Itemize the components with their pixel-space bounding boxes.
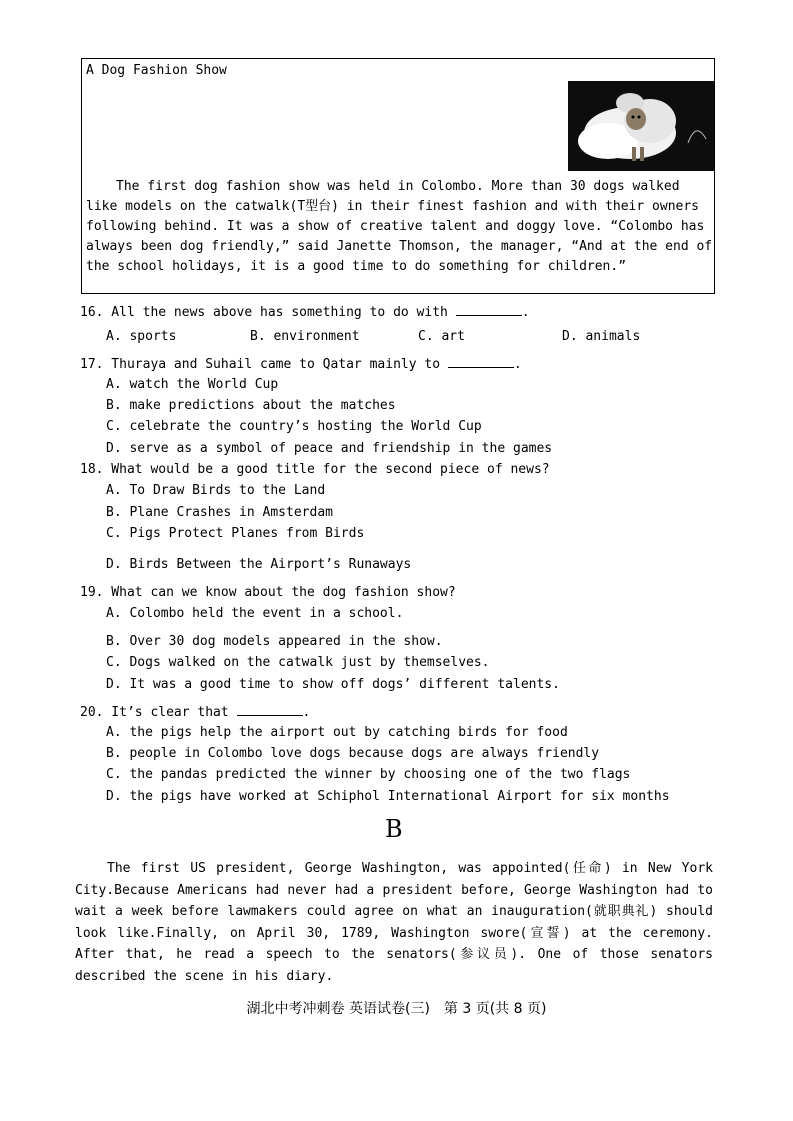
passage-paragraph: The first US president, George Washington, was appointed(任命) in New York City.Because Americans had never had a president before, George Washington had to wait a week before lawmakers could agree on what an inauguration(就职典礼) should look like.Finally, on April 30, 1789, Washington swore(宣誓) at the ceremony. After that, he read a speech to the senators(参议员). One of those senators described the scene in his diary. xyxy=(75,861,713,984)
question-17 xyxy=(80,355,522,374)
option-16a: A. sports xyxy=(106,329,177,344)
answer-blank xyxy=(456,303,522,316)
question-stem: 16. All the news above has something to do with xyxy=(80,305,456,320)
option-18c: C. Pigs Protect Planes from Birds xyxy=(106,526,365,541)
question-18: 18. What would be a good title for the second piece of news? xyxy=(80,462,550,477)
option-17d: D. serve as a symbol of peace and friendship in the games xyxy=(106,441,553,456)
option-16b: B. environment xyxy=(250,329,360,344)
option-18b: B. Plane Crashes in Amsterdam xyxy=(106,505,333,520)
option-17c: C. celebrate the country’s hosting the World Cup xyxy=(106,419,482,434)
option-20a: A. the pigs help the airport out by catching birds for food xyxy=(106,725,568,740)
option-16c: C. art xyxy=(418,329,465,344)
option-19c: C. Dogs walked on the catwalk just by themselves. xyxy=(106,655,490,670)
option-19a: A. Colombo held the event in a school. xyxy=(106,606,404,621)
option-17b: B. make predictions about the matches xyxy=(106,398,396,413)
dog-photo-icon xyxy=(568,81,714,171)
option-18a: A. To Draw Birds to the Land xyxy=(106,483,326,498)
option-16d: D. animals xyxy=(562,329,641,344)
section-b-heading: B xyxy=(385,815,403,843)
question-20 xyxy=(80,703,310,722)
question-stem-end: . xyxy=(302,705,311,720)
question-stem-end: . xyxy=(513,357,522,372)
answer-blank xyxy=(237,703,303,716)
option-19b: B. Over 30 dog models appeared in the show. xyxy=(106,634,443,649)
dog-photo-graphic xyxy=(568,81,714,171)
option-20c: C. the pandas predicted the winner by choosing one of the two flags xyxy=(106,767,631,782)
question-stem-end: . xyxy=(521,305,530,320)
option-20b: B. people in Colombo love dogs because dogs are always friendly xyxy=(106,746,600,761)
news-box xyxy=(81,58,715,294)
question-19: 19. What can we know about the dog fashion show? xyxy=(80,585,456,600)
question-stem: 20. It’s clear that xyxy=(80,705,237,720)
page-footer: 湖北中考冲刺卷 英语试卷(三) 第 3 页(共 8 页) xyxy=(246,1001,547,1017)
question-stem: 17. Thuraya and Suhail came to Qatar mainly to xyxy=(80,357,448,372)
news-text xyxy=(86,177,714,277)
news-title: A Dog Fashion Show xyxy=(86,63,227,78)
option-18d: D. Birds Between the Airport’s Runaways xyxy=(106,557,412,572)
option-20d: D. the pigs have worked at Schiphol International Airport for six months xyxy=(106,789,670,804)
news-paragraph: The first dog fashion show was held in Colombo. More than 30 dogs walked like models on the catwalk(T型台) in their finest fashion and with their owners following behind. It was a show of creative talent and doggy love. “Colombo has always been dog friendly,” said Janette Thomson, the manager, “And at the end of the school holidays, it is a good time to do something for children.” xyxy=(86,179,713,274)
section-b-passage xyxy=(75,858,713,987)
answer-blank xyxy=(448,355,514,368)
option-17a: A. watch the World Cup xyxy=(106,377,279,392)
option-19d: D. It was a good time to show off dogs’ different talents. xyxy=(106,677,560,692)
question-16 xyxy=(80,303,530,322)
